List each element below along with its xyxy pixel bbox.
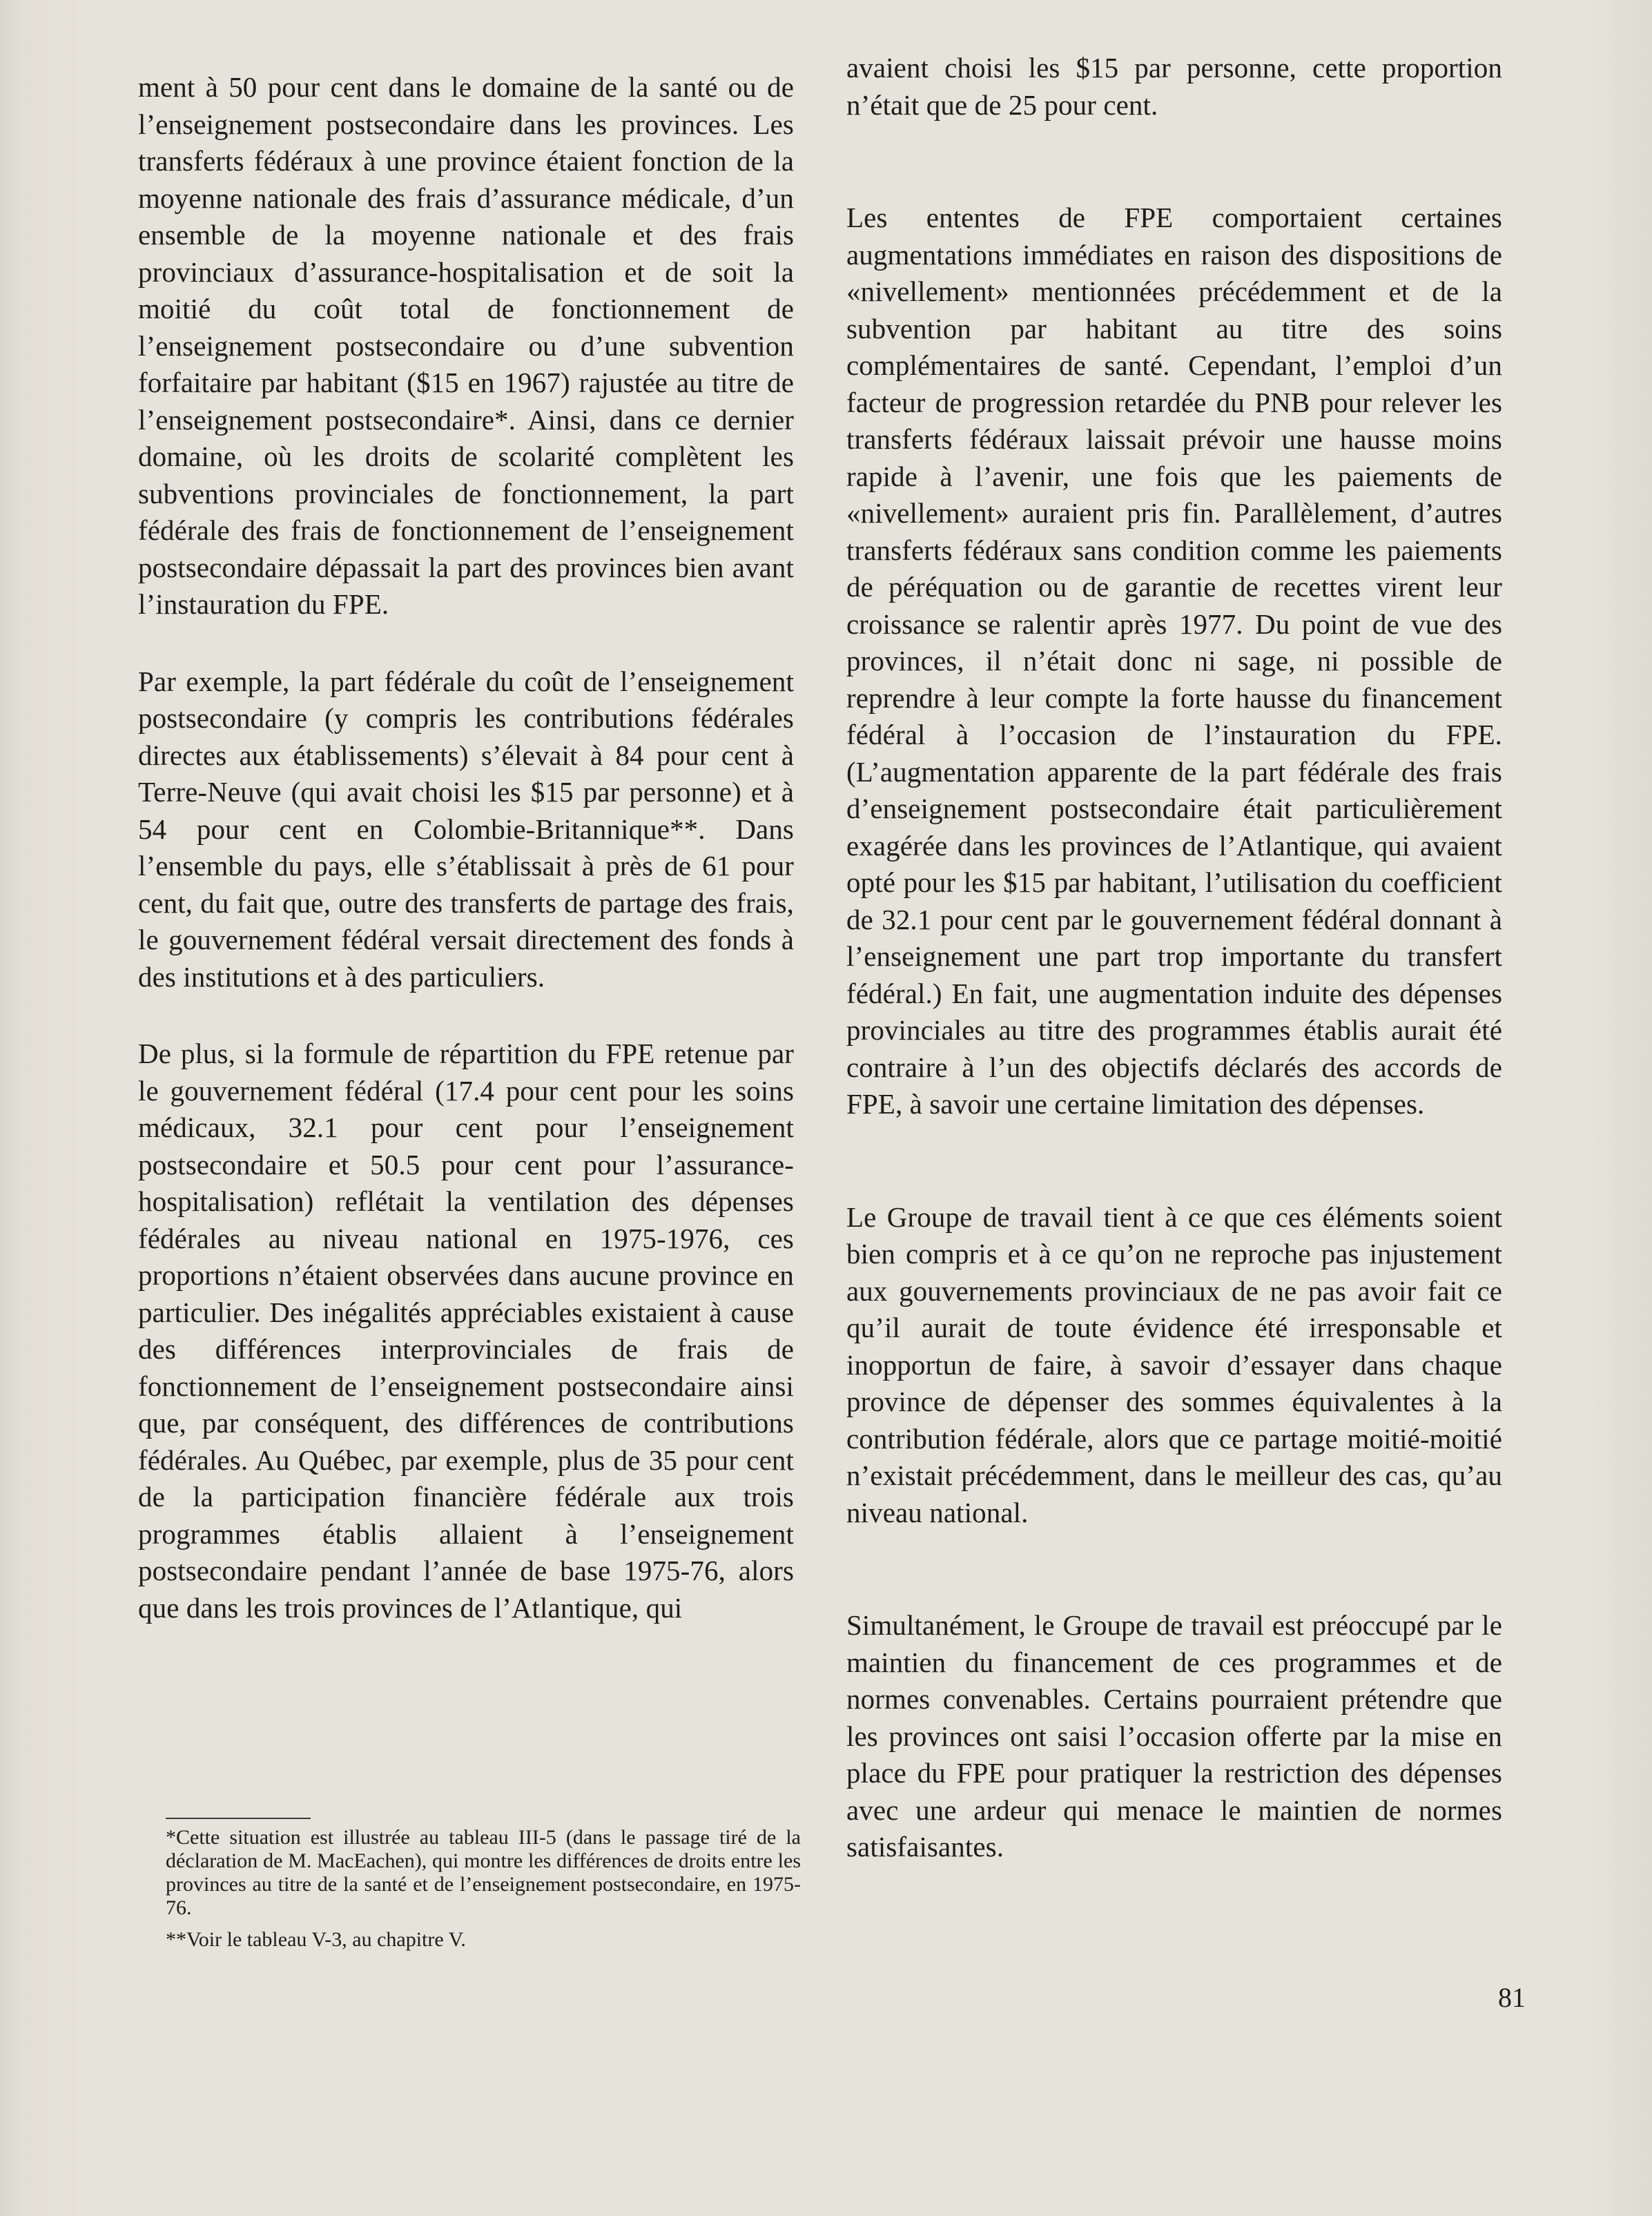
footnote-1: *Cette situation est illustrée au tableau III-5 (dans le passage tiré de la déclaration de M. MacEachen), qui montre les différences de droits entre les provinces au titre de la santé et de l’enseignement postsecondaire, en 1975-76. bbox=[166, 1826, 801, 1919]
footnote-2: **Voir le tableau V-3, au chapitre V. bbox=[166, 1928, 466, 1951]
page-number: 81 bbox=[1498, 1982, 1526, 2013]
right-paragraph-2: Les ententes de FPE comportaient certaines augmentations immédiates en raison des dispositions de «nivellement» mentionnées précédemment et de la subvention par habitant au titre des soins complémentaires de santé. Cependant, l’emploi d’un facteur de progression retardée du PNB pour relever les transferts fédéraux laissait prévoir une hausse moins rapide à l’avenir, une fois que les paiements de «nivellement» auraient pris fin. Parallèlement, d’autres transferts fédéraux sans condition comme les paiements de péréquation ou de garantie de recettes virent leur croissance se ralentir après 1977. Du point de vue des provinces, il n’était donc ni sage, ni possible de reprendre à leur compte la forte hausse du financement fédéral à l’occasion de l’instauration du FPE. (L’augmentation apparente de la part fédérale des frais d’enseignement postsecondaire était particulièrement exagérée dans les provinces de l’Atlantique, qui avaient opté pour les $15 par habitant, l’utilisation du coefficient de 32.1 pour cent par le gouvernement fédéral donnant à l’enseignement une part trop importante du transfert fédéral.) En fait, une augmentation induite des dépenses provinciales au titre des programmes établis aurait été contraire à l’un des objectifs déclarés des accords de FPE, à savoir une certaine limitation des dépenses. bbox=[846, 202, 1502, 1120]
right-paragraph-4: Simultanément, le Groupe de travail est préoccupé par le maintien du financement de ces programmes et de normes convenables. Certains pourraient prétendre que les provinces ont saisi l’occasion offerte par la mise en place du FPE pour pratiquer la restriction des dépenses avec une ardeur qui menace le maintien de normes satisfaisantes. bbox=[846, 1609, 1502, 1863]
right-paragraph-1: avaient choisi les $15 par personne, cette proportion n’était que de 25 pour cent. bbox=[846, 52, 1502, 121]
left-paragraph-2: Par exemple, la part fédérale du coût de l’enseignement postsecondaire (y compris les contributions fédérales directes aux établissements) s’élevait à 84 pour cent à Terre-Neuve (qui avait choisi les $15 par personne) et à 54 pour cent en Colombie-Britannique**. Dans l’ensemble du pays, elle s’établissait à près de 61 pour cent, du fait que, outre des transferts de partage des frais, le gouvernement fédéral versait directement des fonds à des institutions et à des particuliers. bbox=[138, 665, 794, 993]
right-column bbox=[846, 50, 1502, 1866]
right-paragraph-3: Le Groupe de travail tient à ce que ces éléments soient bien compris et à ce qu’on ne reproche pas injustement aux gouvernements provinciaux de ne pas avoir fait ce qu’il aurait de toute évidence été irresponsable et inopportun de faire, à savoir d’essayer dans chaque province de dépenser des sommes équivalentes à la contribution fédérale, alors que ce partage moitié-moitié n’existait précédemment, dans le meilleur des cas, qu’au niveau national. bbox=[846, 1201, 1502, 1528]
footnotes bbox=[166, 1826, 801, 1952]
left-paragraph-3: De plus, si la formule de répartition du FPE retenue par le gouvernement fédéral (17.4 pour cent pour les soins médicaux, 32.1 pour cent pour l’enseignement postsecondaire et 50.5 pour cent pour l’assurance-hospitalisation) reflétait la ventilation des dépenses fédérales au niveau national en 1975-1976, ces proportions n’étaient observées dans aucune province en particulier. Des inégalités appréciables existaient à cause des différences interprovinciales de frais de fonctionnement de l’enseignement postsecondaire ainsi que, par conséquent, des différences de contributions fédérales. Au Québec, par exemple, plus de 35 pour cent de la participation financière fédérale aux trois programmes établis allaient à l’enseignement postsecondaire pendant l’année de base 1975-76, alors que dans les trois provinces de l’Atlantique, qui bbox=[138, 1038, 794, 1624]
footnote-divider bbox=[166, 1818, 311, 1819]
left-paragraph-1: ment à 50 pour cent dans le domaine de la santé ou de l’enseignement postsecondaire dans les provinces. Les transferts fédéraux à une province étaient fonction de la moyenne nationale des frais d’assurance médicale, d’un ensemble de la moyenne nationale et des frais provinciaux d’assurance-hospitalisation et de soit la moitié du coût total de fonctionnement de l’enseignement postsecondaire ou d’une subvention forfaitaire par habitant ($15 en 1967) rajustée au titre de l’enseignement postsecondaire*. Ainsi, dans ce dernier domaine, où les droits de scolarité complètent les subventions provinciales de fonctionnement, la part fédérale des frais de fonctionnement de l’enseignement postsecondaire dépassait la part des provinces bien avant l’instauration du FPE. bbox=[138, 71, 794, 620]
left-column bbox=[138, 69, 794, 1626]
